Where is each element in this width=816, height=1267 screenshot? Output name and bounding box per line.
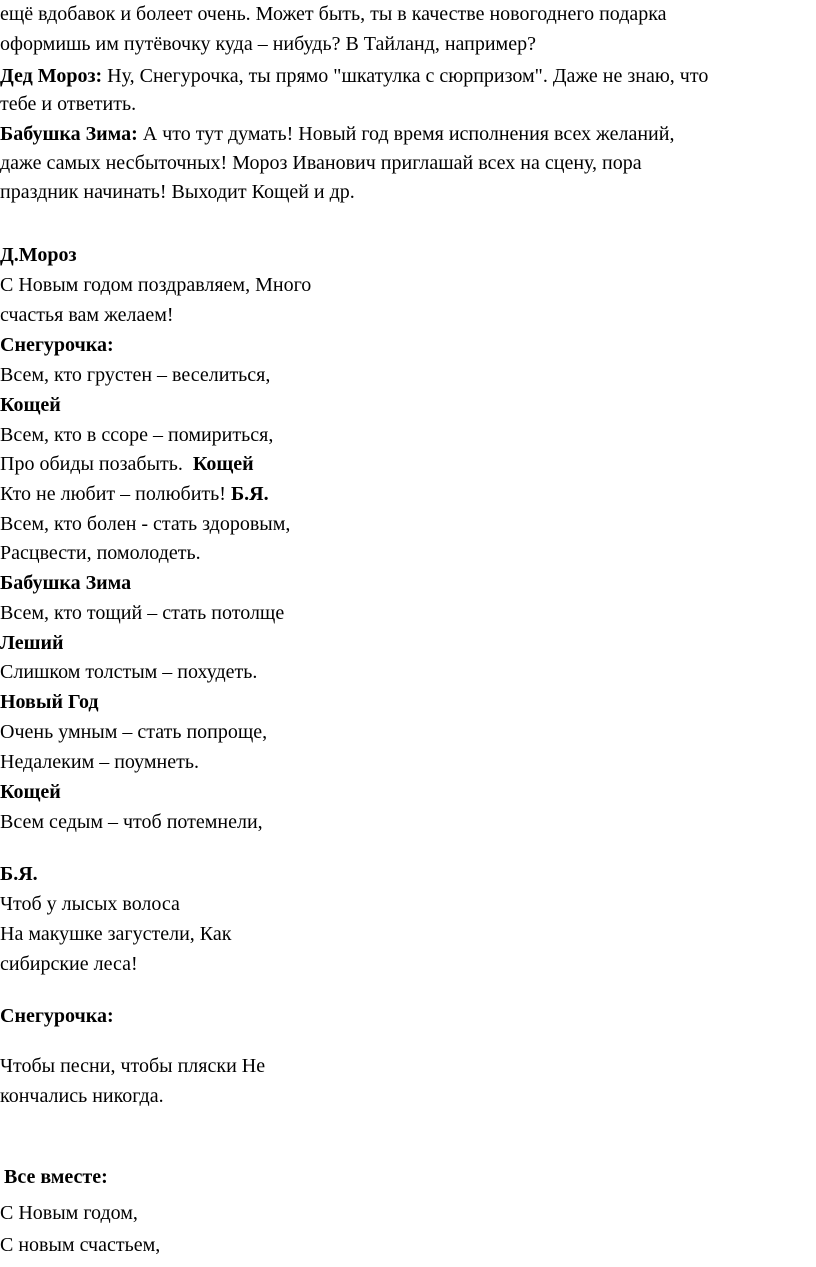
speaker-name: Снегурочка: [0,1005,114,1027]
speaker-name: Леший [0,632,64,654]
verse-line: Всем, кто грустен – веселиться, [0,364,271,386]
verse-line: счастья вам желаем! [0,304,174,326]
verse-line: Очень умным – стать попроще, [0,721,268,743]
speaker-name: Кощей [0,781,61,803]
verse-text: Про обиды позабыть. [0,453,193,475]
speaker-name: Все вместе: [4,1166,108,1188]
verse-line: Чтобы песни, чтобы пляски Не [0,1055,266,1077]
verse-line: Расцвести, помолодеть. [0,542,201,564]
verse-line: Чтоб у лысых волоса [0,893,180,915]
paragraph-line: оформишь им путёвочку куда – нибудь? В Тайланд, например? [0,33,536,55]
verse-line [0,482,269,506]
verse-text: Кто не любит – полюбить! [0,483,231,505]
speaker-name: Б.Я. [0,863,38,885]
speaker-name: Кощей [0,394,61,416]
verse-line: Всем, кто болен - стать здоровым, [0,513,291,535]
paragraph-line: праздник начинать! Выходит Кощей и др. [0,181,355,203]
verse-line: Всем, кто тощий – стать потолще [0,602,285,624]
verse-line [0,452,254,476]
speaker-name: Снегурочка: [0,334,114,356]
speaker-name: Бабушка Зима: [0,123,138,145]
verse-line: кончались никогда. [0,1085,164,1107]
speech-text: Ну, Снегурочка, ты прямо "шкатулка с сюрпризом". Даже не знаю, что [102,65,709,87]
paragraph-line: тебе и ответить. [0,93,137,115]
speaker-name: Б.Я. [230,483,269,505]
dialogue-line [0,122,674,146]
paragraph-line: даже самых несбыточных! Мороз Иванович приглашай всех на сцену, пора [0,152,642,174]
verse-line: Слишком толстым – похудеть. [0,661,258,683]
dialogue-line [0,64,708,88]
verse-line: Всем седым – чтоб потемнели, [0,811,263,833]
verse-line: С Новым годом, [0,1202,138,1224]
verse-line: Недалеким – поумнеть. [0,751,199,773]
speaker-name: Новый Год [0,691,99,713]
verse-line: сибирские леса! [0,953,138,975]
speaker-name: Бабушка Зима [0,572,132,594]
paragraph-line: ещё вдобавок и болеет очень. Может быть, ты в качестве новогоднего подарка [0,3,667,25]
speech-text: А что тут думать! Новый год время исполнения всех желаний, [137,123,675,145]
verse-line: С новым счастьем, [0,1234,161,1256]
verse-line: На макушке загустели, Как [0,923,232,945]
speaker-name: Дед Мороз: [0,65,103,87]
verse-line: Всем, кто в ссоре – помириться, [0,424,274,446]
speaker-name: Д.Мороз [0,244,77,266]
verse-line: С Новым годом поздравляем, Много [0,274,312,296]
speaker-name: Кощей [192,453,254,475]
